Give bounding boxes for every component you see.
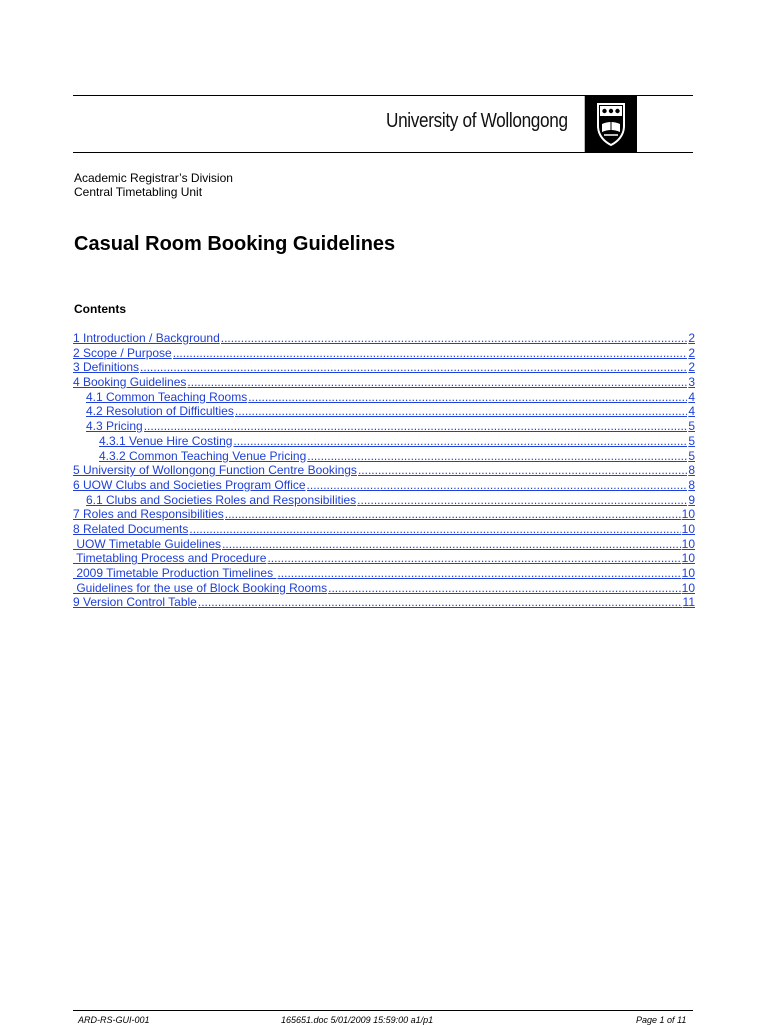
table-of-contents [73,331,695,610]
toc-entry-page[interactable]: 10 [681,551,695,566]
toc-entry[interactable] [73,346,695,361]
toc-entry-page[interactable]: 4 [688,389,695,404]
toc-entry-page[interactable]: 10 [681,521,695,536]
toc-entry[interactable] [73,522,695,537]
toc-entry-label[interactable]: 1 Introduction / Background [73,331,220,345]
toc-leader-dots [222,537,681,552]
footer-file-info: 165651.doc 5/01/2009 15:59:00 a1/p1 [281,1015,434,1025]
university-name: University of Wollongong [386,110,568,132]
toc-entry[interactable] [73,434,695,449]
toc-leader-dots [221,331,688,346]
toc-entry-page[interactable]: 11 [682,595,695,610]
toc-entry-page[interactable]: 8 [688,463,695,478]
toc-entry[interactable] [73,551,695,566]
contents-heading: Contents [74,302,126,316]
footer-rule [73,1010,693,1011]
toc-entry-page[interactable]: 2 [688,360,695,375]
toc-entry[interactable] [73,449,695,464]
toc-entry-label[interactable]: 4.2 Resolution of Difficulties [86,404,234,419]
toc-leader-dots [187,375,687,390]
toc-entry[interactable] [73,595,695,610]
division-name: Academic Registrar’s Division [74,171,233,185]
toc-entry-page[interactable]: 10 [681,580,695,595]
toc-leader-dots [267,551,680,566]
toc-entry-page[interactable]: 10 [681,566,695,580]
toc-entry-label[interactable]: 4.3.2 Common Teaching Venue Pricing [99,448,307,463]
toc-leader-dots [144,419,688,434]
university-crest-icon [585,96,637,152]
toc-leader-dots [198,595,682,610]
toc-entry-page[interactable]: 10 [681,536,695,551]
toc-leader-dots [248,390,687,405]
toc-entry-label[interactable]: 2009 Timetable Production Timelines [73,566,277,580]
division-block [74,171,233,199]
toc-entry-page[interactable]: 5 [688,433,695,448]
toc-entry-label[interactable]: 4 Booking Guidelines [73,375,187,390]
toc-entry-label[interactable]: 4.3.1 Venue Hire Costing [99,433,233,448]
toc-leader-dots [189,522,680,537]
toc-entry[interactable] [73,566,695,581]
document-title: Casual Room Booking Guidelines [74,233,396,255]
toc-entry-page[interactable]: 5 [688,448,695,463]
toc-entry[interactable] [73,419,695,434]
toc-entry-label[interactable]: 8 Related Documents [73,521,189,536]
toc-entry[interactable] [73,478,695,493]
toc-entry-page[interactable]: 8 [688,477,695,492]
toc-entry-page[interactable]: 9 [688,492,695,507]
toc-leader-dots [173,346,688,361]
toc-entry[interactable] [73,493,695,508]
toc-leader-dots [235,404,687,419]
toc-entry[interactable] [73,404,695,419]
toc-entry-page[interactable]: 2 [688,331,695,345]
unit-name: Central Timetabling Unit [74,185,203,199]
toc-entry-label[interactable]: 6 UOW Clubs and Societies Program Office [73,477,306,492]
toc-entry[interactable] [73,463,695,478]
toc-leader-dots [357,493,687,508]
toc-entry-page[interactable]: 5 [688,419,695,434]
toc-entry-label[interactable]: Guidelines for the use of Block Booking Rooms [73,580,328,595]
toc-leader-dots [328,581,681,596]
toc-entry-page[interactable]: 2 [688,345,695,360]
toc-entry[interactable] [73,507,695,522]
toc-entry-label[interactable]: UOW Timetable Guidelines [73,536,222,551]
toc-entry-label[interactable]: 7 Roles and Responsibilities [73,507,224,522]
header-bottom-rule [73,152,693,153]
toc-entry-label[interactable]: Timetabling Process and Procedure [73,551,267,566]
toc-entry[interactable] [73,390,695,405]
toc-entry[interactable] [73,360,695,375]
toc-leader-dots [233,434,687,449]
toc-entry[interactable] [73,375,695,390]
toc-entry-page[interactable]: 10 [681,507,695,522]
toc-leader-dots [140,360,687,375]
footer-page-info: Page 1 of 11 [636,1015,687,1025]
toc-entry-label[interactable]: 5 University of Wollongong Function Centre Bookings [73,463,357,478]
toc-entry-label[interactable]: 2 Scope / Purpose [73,345,172,360]
toc-entry-label[interactable]: 6.1 Clubs and Societies Roles and Responsibilities [86,492,357,507]
toc-leader-dots [307,449,687,464]
toc-entry-label[interactable]: 9 Version Control Table [73,595,197,610]
toc-entry-label[interactable]: 4.1 Common Teaching Rooms [86,389,248,404]
toc-entry-label[interactable]: 4.3 Pricing [86,419,143,434]
toc-leader-dots [358,463,687,478]
footer-doc-code: ARD-RS-GUI-001 [78,1015,150,1025]
toc-entry-page[interactable]: 4 [688,404,695,419]
toc-leader-dots [307,478,688,493]
toc-leader-dots [225,507,681,522]
toc-entry[interactable] [73,331,695,346]
toc-entry-page[interactable]: 3 [688,375,695,390]
toc-entry[interactable] [73,581,695,596]
toc-entry[interactable] [73,537,695,552]
toc-entry-label[interactable]: 3 Definitions [73,360,140,375]
toc-leader-dots [277,566,680,581]
